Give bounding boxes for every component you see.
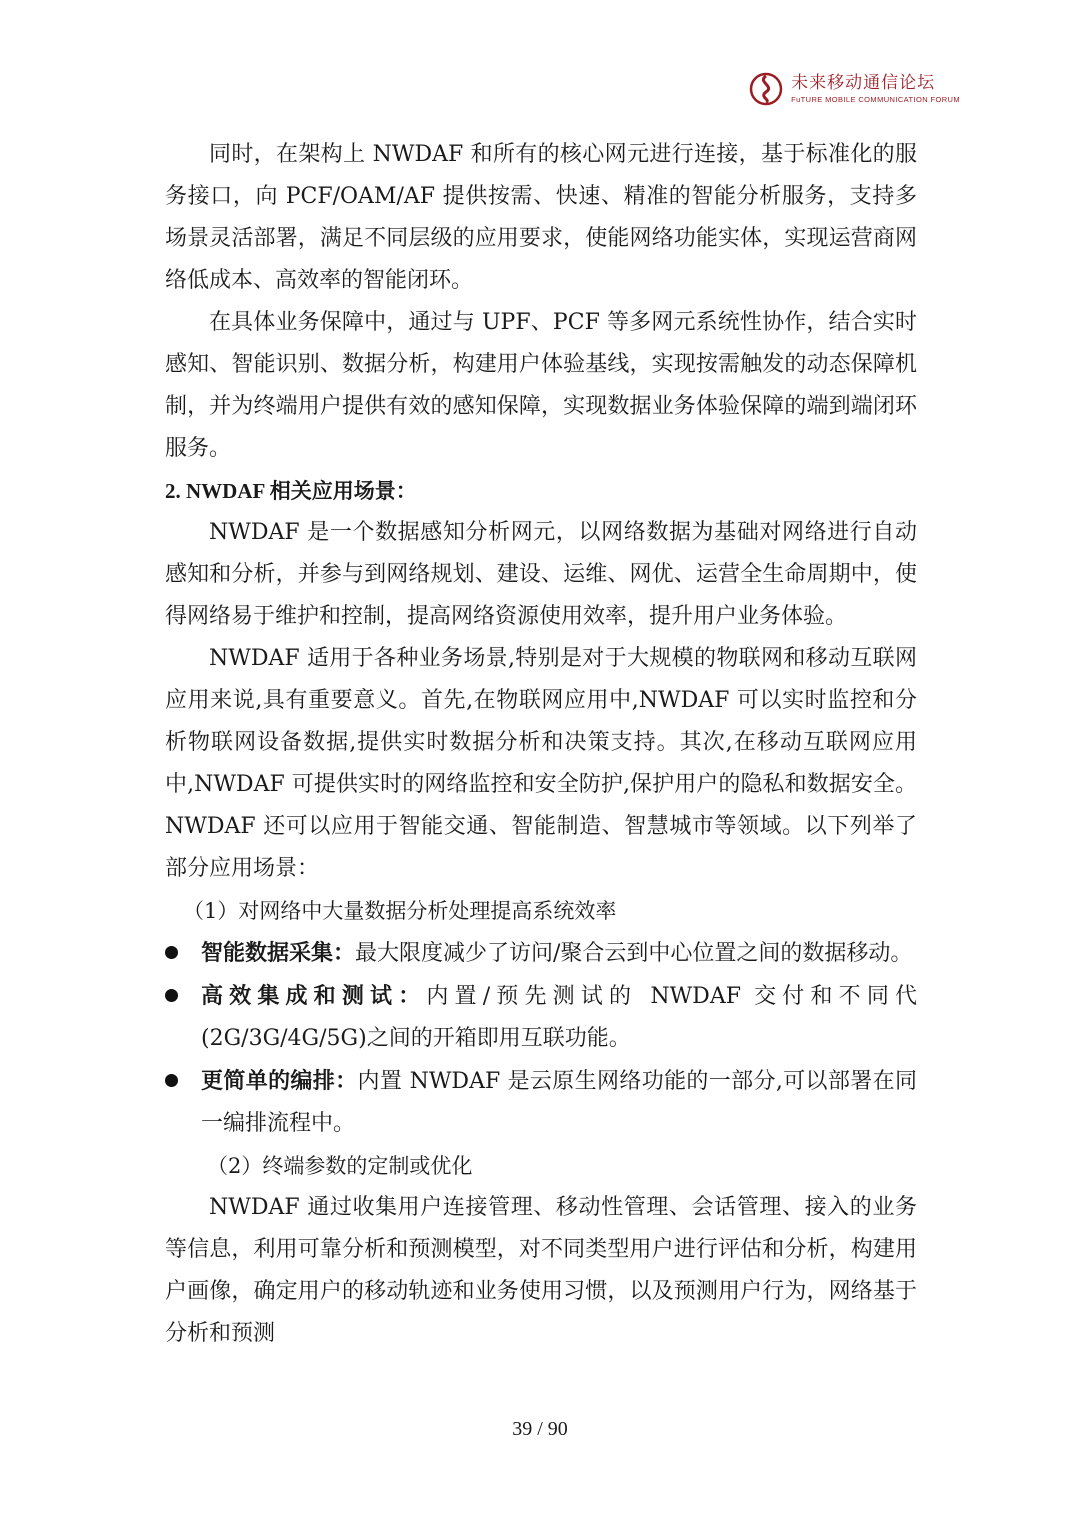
- page-number: 39 / 90: [512, 1418, 568, 1440]
- paragraph-service-assurance: 在具体业务保障中，通过与 UPF、PCF 等多网元系统性协作，结合实时感知、智能识别、数据分析，构建用户体验基线，实现按需触发的动态保障机制，并为终端用户提供有效的感知保障，实现数据业务体验保障的端到端闭环服务。: [165, 310, 917, 461]
- bullet-item: [165, 1060, 917, 1145]
- bullet-text: 最大限度减少了访问/聚合云到中心位置之间的数据移动。: [355, 941, 913, 966]
- bullet-icon: [165, 989, 178, 1002]
- bullet-text: 内置/预先测试的 NWDAF 交付和不同代(2G/3G/4G/5G)之间的开箱即用互联功能。: [201, 984, 917, 1051]
- bullet-icon: [165, 1074, 178, 1087]
- paragraph-nwdaf-scenarios: NWDAF 适用于各种业务场景,特别是对于大规模的物联网和移动互联网应用来说,具有重要意义。首先,在物联网应用中,NWDAF 可以实时监控和分析物联网设备数据,提供实时数据分析和决策支持。其次,在移动互联网应用中,NWDAF 可提供实时的网络监控和安全防护,保护用户的隐私和数据安全。NWDAF 还可以应用于智能交通、智能制造、智慧城市等领域。以下列举了部分应用场景：: [165, 646, 917, 881]
- bullet-term: 高效集成和测试：: [201, 983, 427, 1009]
- logo-chinese-text: 未来移动通信论坛: [791, 72, 936, 93]
- subheading-1: （1）对网络中大量数据分析处理提高系统效率: [183, 899, 617, 923]
- paragraph-architecture: 同时，在架构上 NWDAF 和所有的核心网元进行连接，基于标准化的服务接口，向 PCF/OAM/AF 提供按需、快速、精准的智能分析服务，支持多场景灵活部署，满足不同层级的应用要求，使能网络功能实体，实现运营商网络低成本、高效率的智能闭环。: [165, 142, 917, 293]
- bullet-text: 内置 NWDAF 是云原生网络功能的一部分,可以部署在同一编排流程中。: [201, 1069, 917, 1136]
- bullet-icon: [165, 946, 178, 959]
- document-body: [165, 134, 917, 1355]
- bullet-item: [165, 975, 917, 1060]
- paragraph-terminal-params: NWDAF 通过收集用户连接管理、移动性管理、会话管理、接入的业务等信息，利用可靠分析和预测模型，对不同类型用户进行评估和分析，构建用户画像，确定用户的移动轨迹和业务使用习惯，以及预测用户行为，网络基于分析和预测: [165, 1195, 917, 1346]
- subheading-2: （2）终端参数的定制或优化: [207, 1154, 473, 1178]
- paragraph-nwdaf-intro: NWDAF 是一个数据感知分析网元，以网络数据为基础对网络进行自动感知和分析，并参与到网络规划、建设、运维、网优、运营全生命周期中，使得网络易于维护和控制，提高网络资源使用效率，提升用户业务体验。: [165, 520, 917, 629]
- forum-logo-icon: [749, 72, 783, 106]
- bullet-term: 智能数据采集：: [201, 940, 356, 966]
- section-heading: 2. NWDAF 相关应用场景：: [165, 479, 417, 503]
- forum-logo: [749, 72, 960, 106]
- bullet-term: 更简单的编排：: [201, 1068, 358, 1094]
- bullet-item: [165, 932, 917, 975]
- logo-english-text: FuTURE MOBILE COMMUNICATION FORUM: [791, 94, 960, 104]
